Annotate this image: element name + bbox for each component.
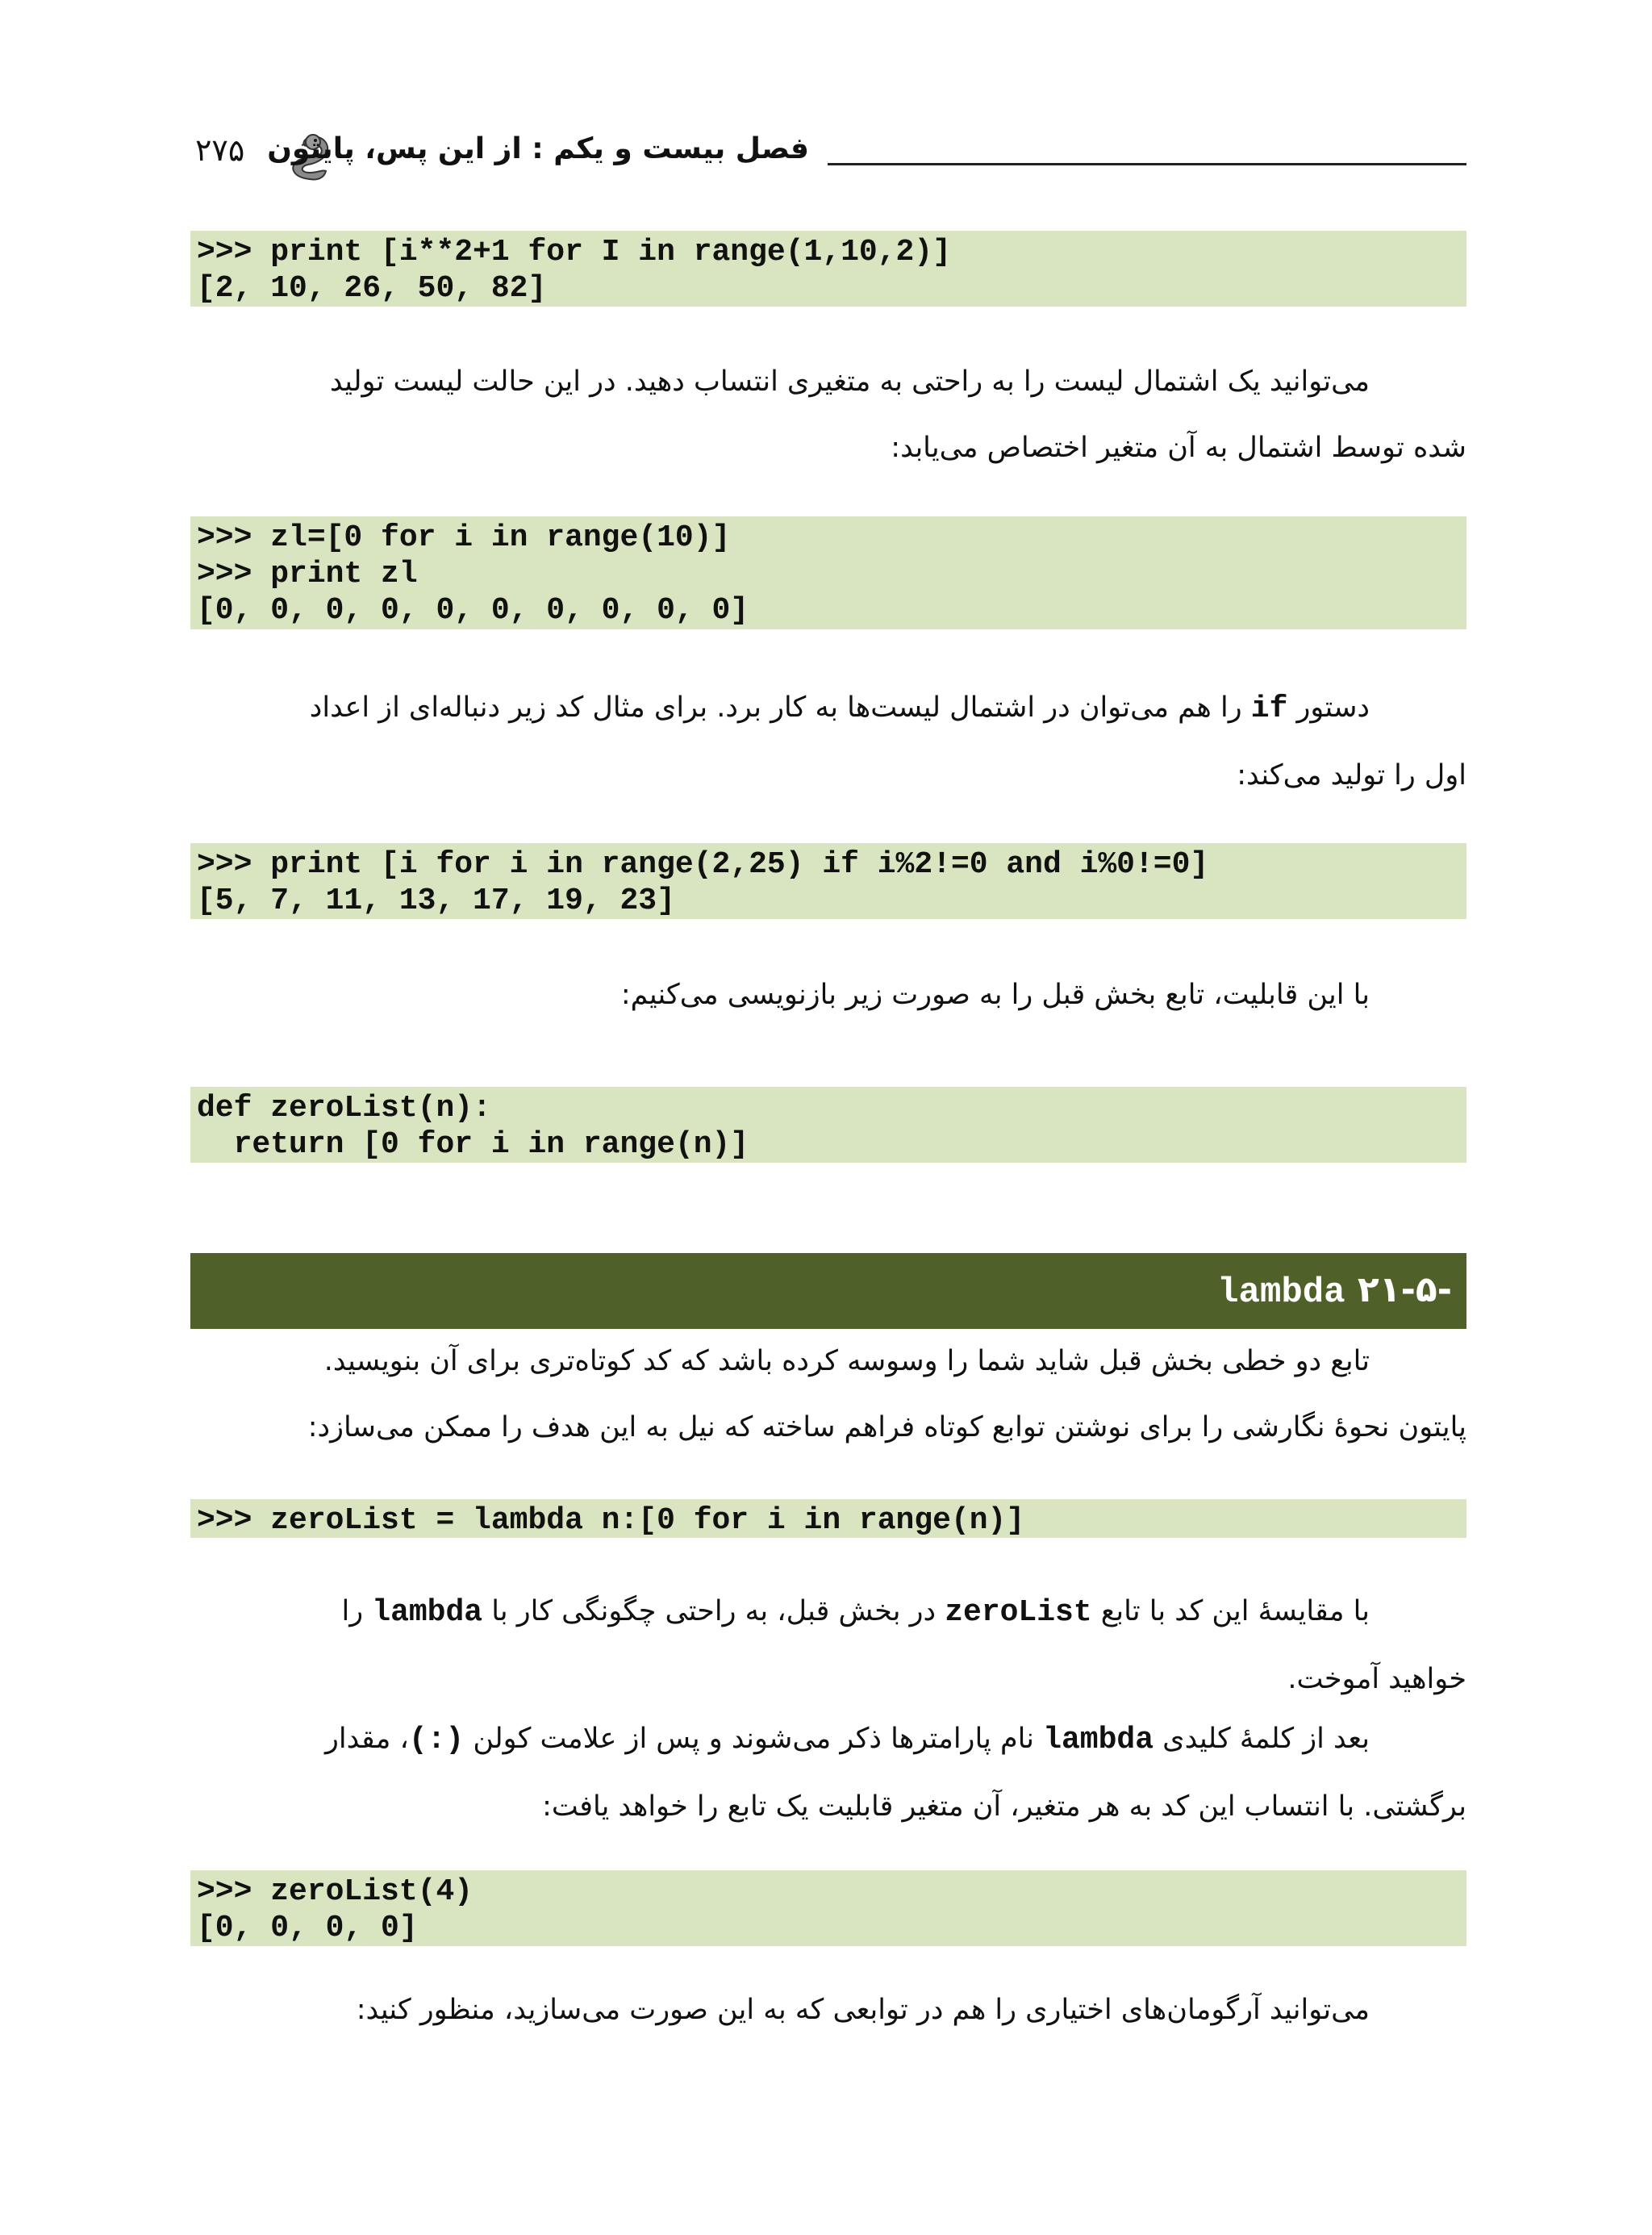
paragraph-text: در بخش قبل، به راحتی چگونگی کار با — [491, 1595, 937, 1627]
paragraph — [190, 349, 1466, 481]
paragraph-text: اول را تولید می‌کند: — [1237, 759, 1466, 792]
code-line: >>> print [i for i in range(2,25) if i%2!=0 and i%0!=0] — [197, 847, 1209, 882]
paragraph-text: برگشتی. با انتساب این کد به هر متغیر، آن متغیر قابلیت یک تابع را خواهد یافت: — [542, 1790, 1466, 1823]
chapter-title: فصل بیست و یکم : از این پس، پایتون — [267, 132, 809, 165]
paragraph-text: ، مقدار — [324, 1723, 409, 1755]
code-line: [0, 0, 0, 0] — [197, 1911, 418, 1945]
inline-code: if — [1250, 691, 1288, 726]
paragraph — [190, 1578, 1466, 1712]
inline-code: lambda — [1043, 1723, 1154, 1757]
paragraph-text: پایتون نحوهٔ نگارشی را برای نوشتن توابع کوتاه فراهم ساخته که نیل به این هدف را ممکن می‌سازد: — [307, 1411, 1466, 1443]
paragraph — [190, 1328, 1466, 1460]
section-heading — [190, 1253, 1466, 1329]
code-line: def zeroList(n): — [197, 1091, 491, 1126]
code-line: >>> zl=[0 for i in range(10)] — [197, 520, 731, 555]
page-number: ۲۷۵ — [195, 132, 245, 168]
inline-code: lambda — [372, 1595, 483, 1630]
paragraph — [190, 962, 1466, 1028]
section-title — [1217, 1269, 1452, 1313]
code-block — [190, 1870, 1466, 1946]
paragraph-text: دستور — [1296, 691, 1370, 724]
code-line: >>> print [i**2+1 for I in range(1,10,2)] — [197, 235, 951, 269]
code-line: [5, 7, 11, 13, 17, 19, 23] — [197, 884, 675, 918]
paragraph-text: را هم می‌توان در اشتمال لیست‌ها به کار برد. برای مثال کد زیر دنباله‌ای از اعداد — [309, 691, 1242, 724]
code-line: >>> print zl — [197, 557, 418, 591]
paragraph-text: خواهید آموخت. — [1287, 1663, 1466, 1695]
code-block — [190, 516, 1466, 629]
code-line: return [0 for i in range(n)] — [197, 1127, 749, 1162]
paragraph-text: نام پارامترها ذکر می‌شوند و پس از علامت کولن — [473, 1723, 1035, 1755]
paragraph-text: شده توسط اشتمال به آن متغیر اختصاص می‌یابد: — [891, 432, 1466, 464]
page-header — [190, 121, 1466, 194]
paragraph-text: بعد از کلمهٔ کلیدی — [1162, 1723, 1370, 1755]
paragraph — [190, 1977, 1466, 2043]
paragraph-text: را — [341, 1595, 364, 1627]
section-keyword: lambda — [1217, 1272, 1345, 1313]
paragraph-text: با مقایسهٔ این کد با تابع — [1100, 1595, 1370, 1627]
code-line: >>> zeroList(4) — [197, 1874, 473, 1909]
code-block — [190, 843, 1466, 919]
inline-code: (:) — [408, 1723, 465, 1757]
code-block — [190, 1087, 1466, 1163]
section-number: ۲۱-۵- — [1357, 1269, 1452, 1310]
code-line: [2, 10, 26, 50, 82] — [197, 271, 547, 306]
paragraph-text: با این قابلیت، تابع بخش قبل را به صورت زیر بازنویسی می‌کنیم: — [620, 979, 1370, 1011]
header-rule — [828, 163, 1466, 165]
inline-code: zeroList — [945, 1595, 1092, 1630]
paragraph-text: می‌توانید یک اشتمال لیست را به راحتی به متغیری انتساب دهید. در این حالت لیست تولید — [329, 366, 1370, 398]
code-block — [190, 1499, 1466, 1538]
code-line: [0, 0, 0, 0, 0, 0, 0, 0, 0, 0] — [197, 593, 749, 628]
code-block — [190, 231, 1466, 307]
paragraph-text: تابع دو خطی بخش قبل شاید شما را وسوسه کرده باشد که کد کوتاه‌تری برای آن بنویسید. — [323, 1345, 1370, 1377]
paragraph-text: می‌توانید آرگومان‌های اختیاری را هم در توابعی که به این صورت می‌سازید، منظور کنید: — [356, 1994, 1370, 2026]
paragraph — [190, 675, 1466, 808]
code-line: >>> zeroList = lambda n:[0 for i in range(n)] — [197, 1503, 1025, 1538]
paragraph — [190, 1706, 1466, 1840]
